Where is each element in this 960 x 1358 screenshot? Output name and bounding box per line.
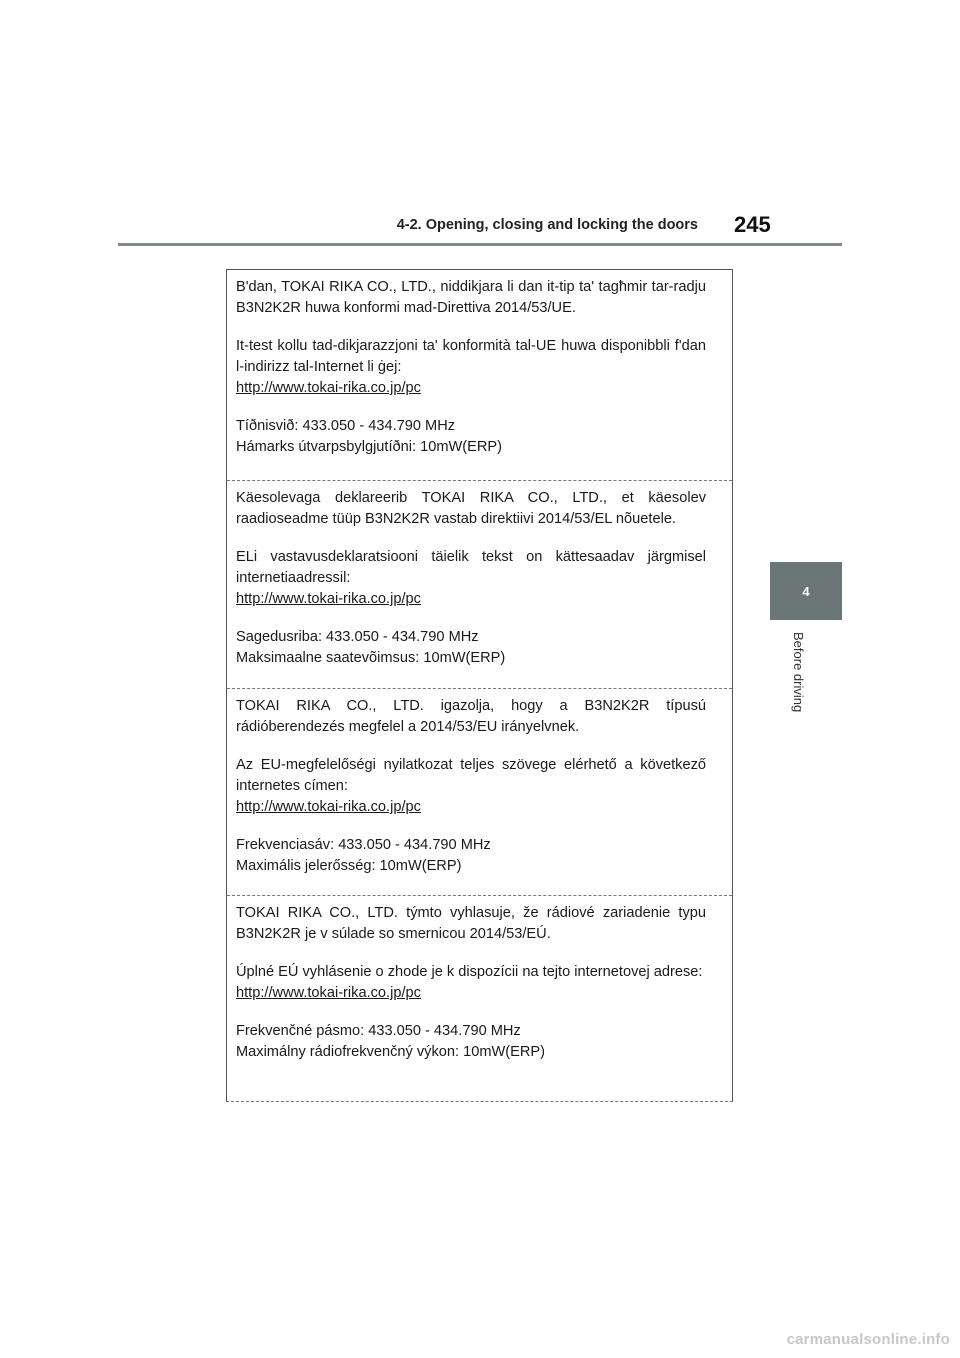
frequency-band: Frekvenčné pásmo: 433.050 - 434.790 MHz — [236, 1023, 521, 1039]
notice-section-slovak — [227, 895, 732, 1063]
declaration-text: B'dan, TOKAI RIKA CO., LTD., niddikjara li dan it-tip ta' tagħmir tar-radju B3N2K2R huwa konformi mad-Direttiva 2014/53/UE. — [236, 279, 706, 316]
max-power: Maximális jelerősség: 10mW(ERP) — [236, 858, 462, 874]
chapter-label: Before driving — [791, 632, 806, 713]
declaration-text: TOKAI RIKA CO., LTD. týmto vyhlasuje, že rádiové zariadenie typu B3N2K2R je v súlade so smernicou 2014/53/EÚ. — [236, 905, 706, 942]
notice-section-estonian — [227, 480, 732, 669]
section-title: 4-2. Opening, closing and locking the doors — [396, 217, 698, 233]
max-power: Hámarks útvarpsbylgjutíðni: 10mW(ERP) — [236, 439, 503, 455]
regulatory-notice-box — [226, 269, 733, 1102]
declaration-link[interactable]: http://www.tokai-rika.co.jp/pc — [236, 799, 421, 815]
notice-section-maltese — [227, 277, 732, 458]
declaration-link[interactable]: http://www.tokai-rika.co.jp/pc — [236, 591, 421, 607]
frequency-band: Frekvenciasáv: 433.050 - 434.790 MHz — [236, 837, 491, 853]
fulltext-note: ELi vastavusdeklaratsiooni täielik tekst on kättesaadav järgmisel internetiaadressil: — [236, 549, 706, 586]
fulltext-note: Az EU-megfelelőségi nyilatkozat teljes szövege elérhető a következő internetes címen: — [236, 757, 706, 794]
max-power: Maximálny rádiofrekvenčný výkon: 10mW(ERP) — [236, 1044, 545, 1060]
frequency-band: Sagedusriba: 433.050 - 434.790 MHz — [236, 629, 479, 645]
max-power: Maksimaalne saatevõimsus: 10mW(ERP) — [236, 650, 506, 666]
frequency-band: Tíðnisvið: 433.050 - 434.790 MHz — [236, 418, 456, 434]
fulltext-note: Úplné EÚ vyhlásenie o zhode je k dispozícii na tejto internetovej adrese: — [236, 964, 703, 980]
header-divider — [118, 243, 842, 246]
chapter-tab — [770, 562, 842, 620]
declaration-link[interactable]: http://www.tokai-rika.co.jp/pc — [236, 380, 421, 396]
declaration-text: Käesolevaga deklareerib TOKAI RIKA CO., LTD., et käesolev raadioseadme tüüp B3N2K2R vastab direktiivi 2014/53/EL nõuetele. — [236, 490, 706, 527]
chapter-number: 4 — [802, 583, 810, 599]
site-watermark: carmanualsonline.info — [786, 1331, 950, 1348]
declaration-text: TOKAI RIKA CO., LTD. igazolja, hogy a B3N2K2R típusú rádióberendezés megfelel a 2014/53/EU irányelvnek. — [236, 698, 706, 735]
fulltext-note: It-test kollu tad-dikjarazzjoni ta' konformità tal-UE huwa disponibbli f'dan l-indirizz tal-Internet li ġej: — [236, 338, 706, 375]
page-number: 245 — [734, 212, 771, 237]
notice-section-hungarian — [227, 688, 732, 877]
declaration-link[interactable]: http://www.tokai-rika.co.jp/pc — [236, 985, 421, 1001]
